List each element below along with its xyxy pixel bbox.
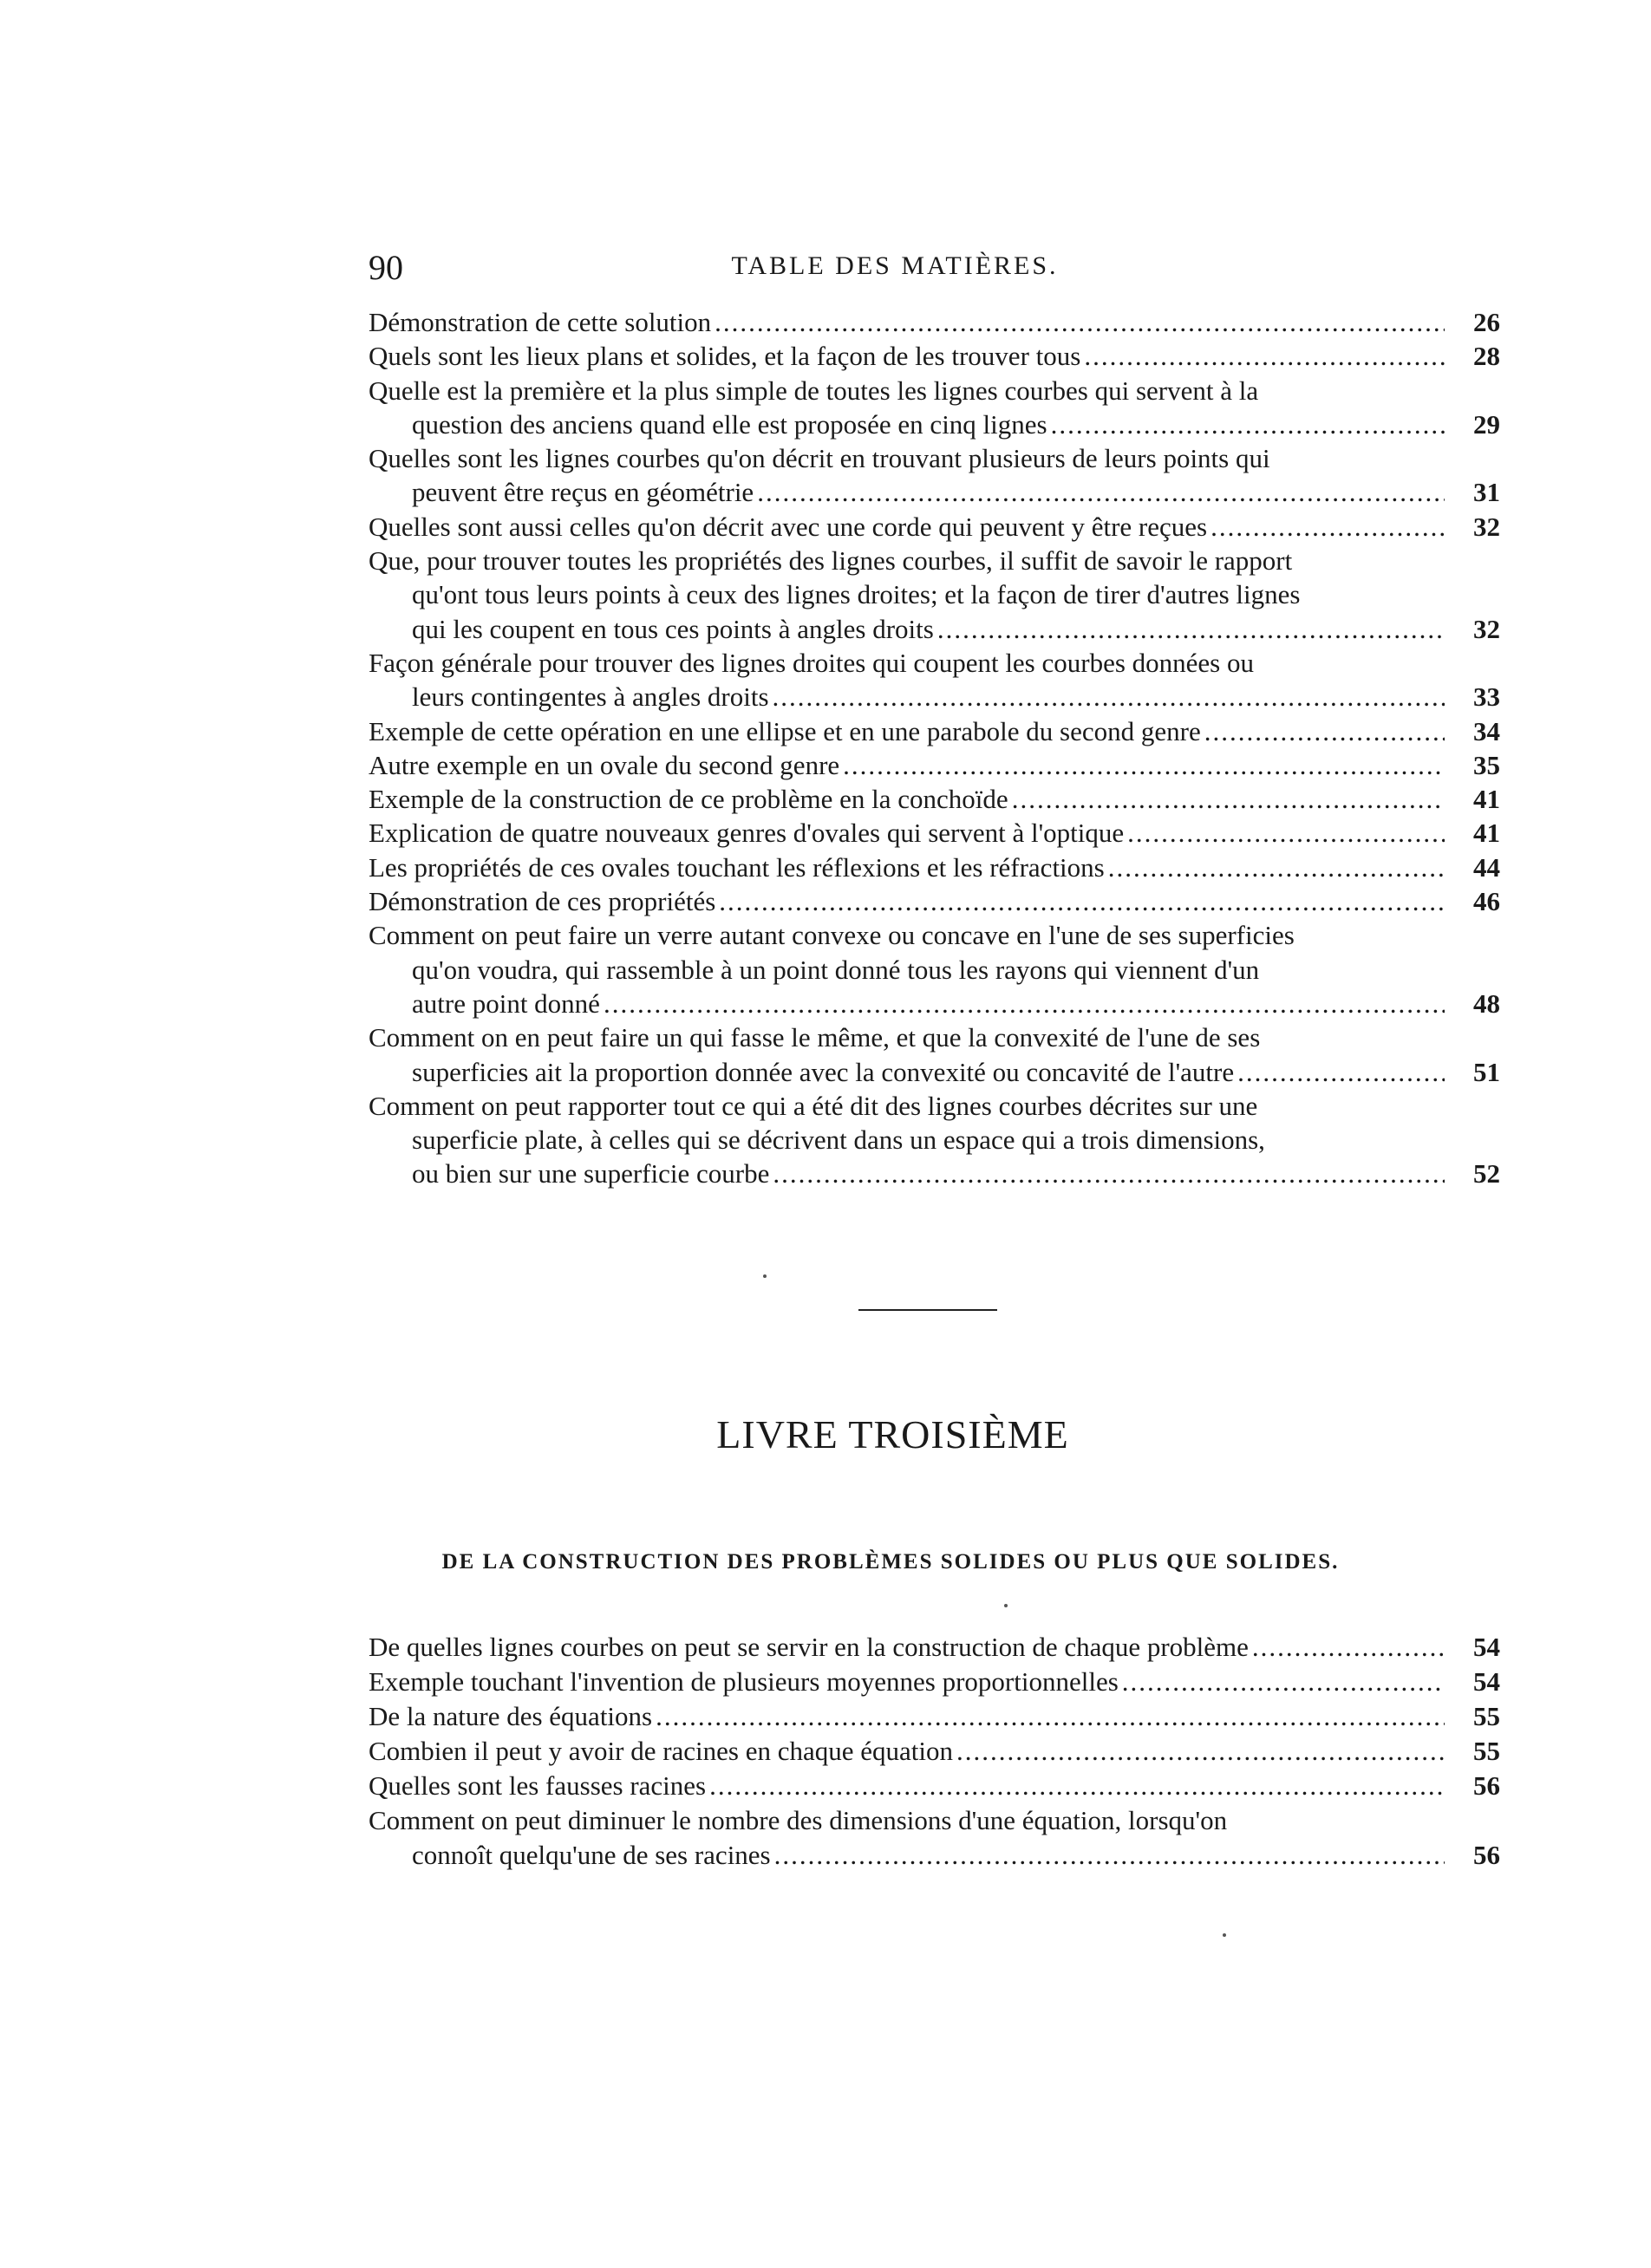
toc-entry-text: Exemple de cette opération en une ellipse et en une parabole du second genre (369, 715, 1201, 746)
toc-entry (369, 646, 1500, 714)
dot-leader (1108, 850, 1445, 884)
toc-entry-line (369, 1630, 1500, 1665)
toc-entry (369, 374, 1500, 442)
toc-entry-text: Comment on peut rapporter tout ce qui a été dit des lignes courbes décrites sur une (369, 1090, 1258, 1121)
dot-leader (715, 305, 1445, 339)
toc-entry (369, 544, 1500, 646)
toc-page-number: 41 (1473, 784, 1500, 815)
toc-entry-line (369, 510, 1500, 544)
toc-entry-line (369, 1734, 1500, 1769)
dot-leader (843, 748, 1445, 782)
toc-page-number: 51 (1473, 1056, 1500, 1087)
toc-entry-line (369, 953, 1500, 987)
toc-page-number: 55 (1473, 1736, 1500, 1766)
toc-entry-line (369, 680, 1500, 714)
toc-entry-text: Démonstration de ces propriétés (369, 886, 716, 917)
ink-speck (1004, 1604, 1008, 1607)
toc-section-1 (369, 305, 1500, 1191)
toc-entry (369, 1734, 1500, 1769)
toc-entry (369, 1803, 1500, 1873)
dot-leader (1084, 339, 1445, 373)
toc-entry (369, 1665, 1500, 1699)
toc-entry-text: question des anciens quand elle est proposée en cinq lignes (412, 408, 1047, 440)
toc-entry (369, 714, 1500, 748)
toc-entry-line (369, 407, 1500, 441)
dot-leader (656, 1699, 1445, 1734)
dot-leader (1012, 782, 1445, 816)
toc-entry-line (369, 1665, 1500, 1699)
toc-entry (369, 1089, 1500, 1191)
toc-entry-line (369, 1838, 1500, 1873)
toc-entry-line (369, 714, 1500, 748)
toc-entry-text: Comment on peut diminuer le nombre des dimensions d'une équation, lorsqu'on (369, 1805, 1228, 1835)
toc-entry-line (369, 305, 1500, 339)
toc-entry-line (369, 1803, 1500, 1838)
toc-entry-text: ou bien sur une superficie courbe (412, 1158, 770, 1189)
toc-entry-line (369, 782, 1500, 816)
book-title: LIVRE TROISIÈME (716, 1412, 1069, 1457)
dot-leader (773, 1157, 1445, 1190)
toc-entry-text: Exemple touchant l'invention de plusieurs moyennes proportionnelles (369, 1666, 1119, 1697)
toc-entry (369, 1020, 1500, 1089)
toc-entry-line (369, 816, 1500, 850)
toc-entry-line (369, 612, 1500, 646)
toc-entry-line (369, 544, 1500, 577)
toc-entry-text: Quelle est la première et la plus simple de toutes les lignes courbes qui servent à la (369, 375, 1259, 406)
ink-speck (763, 1274, 767, 1278)
toc-entry-text: Autre exemple en un ovale du second genre (369, 749, 840, 780)
toc-entry-text: qu'on voudra, qui rassemble à un point donné tous les rayons qui viennent d'un (412, 954, 1260, 985)
toc-entry-line (369, 475, 1500, 509)
toc-page-number: 55 (1473, 1701, 1500, 1731)
toc-entry (369, 441, 1500, 510)
toc-entry-text: Quelles sont les fausses racines (369, 1770, 707, 1801)
toc-entry-text: qui les coupent en tous ces points à angles droits (412, 613, 934, 644)
toc-entry-text: Quelles sont aussi celles qu'on décrit avec une corde qui peuvent y être reçues (369, 511, 1208, 542)
toc-entry-line (369, 1699, 1500, 1734)
toc-entry-line (369, 918, 1500, 952)
toc-page-number: 54 (1473, 1666, 1500, 1697)
toc-entry-text: qu'ont tous leurs points à ceux des lignes droites; et la façon de tirer d'autres lignes (412, 579, 1301, 610)
dot-leader (1211, 510, 1445, 544)
toc-entry-text: Que, pour trouver toutes les propriétés des lignes courbes, il suffit de savoir le rapport (369, 545, 1293, 577)
toc-page-number: 35 (1473, 749, 1500, 780)
toc-entry-line (369, 1769, 1500, 1803)
toc-entry-text: connoît quelqu'une de ses racines (412, 1840, 771, 1870)
dot-leader (1051, 407, 1445, 441)
toc-page-number: 56 (1473, 1770, 1500, 1801)
toc-entry (369, 782, 1500, 816)
toc-page-number: 41 (1473, 818, 1500, 849)
toc-entry-text: Les propriétés de ces ovales touchant les réflexions et les réfractions (369, 851, 1105, 883)
toc-entry-line (369, 577, 1500, 611)
toc-page-number: 34 (1473, 715, 1500, 746)
toc-entry (369, 748, 1500, 782)
toc-entry-text: autre point donné (412, 987, 600, 1019)
toc-page-number: 46 (1473, 886, 1500, 917)
toc-entry-line (369, 646, 1500, 680)
toc-entry-text: Quelles sont les lignes courbes qu'on décrit en trouvant plusieurs de leurs points qui (369, 443, 1270, 474)
toc-entry-text: Façon générale pour trouver des lignes droites qui coupent les courbes données ou (369, 647, 1254, 678)
toc-page-number: 56 (1473, 1840, 1500, 1870)
toc-entry (369, 1630, 1500, 1665)
toc-page-number: 48 (1473, 987, 1500, 1019)
toc-page-number: 28 (1473, 341, 1500, 372)
toc-page-number: 52 (1473, 1158, 1500, 1189)
toc-entry-text: superficie plate, à celles qui se décrivent dans un espace qui a trois dimensions, (412, 1124, 1265, 1156)
dot-leader (604, 987, 1445, 1020)
toc-entry-text: Exemple de la construction de ce problème en la conchoïde (369, 784, 1008, 815)
dot-leader (937, 612, 1445, 646)
toc-entry-line (369, 884, 1500, 918)
toc-entry-line (369, 1020, 1500, 1054)
dot-leader (719, 884, 1445, 918)
toc-entry-line (369, 1157, 1500, 1190)
dot-leader (774, 1838, 1445, 1873)
toc-entry (369, 339, 1500, 373)
toc-entry-line (369, 1055, 1500, 1089)
toc-entry (369, 884, 1500, 918)
toc-entry (369, 816, 1500, 850)
toc-page-number: 29 (1473, 408, 1500, 440)
toc-entry-text: Comment on en peut faire un qui fasse le même, et que la convexité de l'une de ses (369, 1022, 1261, 1053)
toc-entry (369, 918, 1500, 1020)
toc-section-2 (369, 1630, 1500, 1873)
toc-entry (369, 305, 1500, 339)
toc-entry-line (369, 374, 1500, 407)
toc-entry (369, 850, 1500, 884)
toc-entry-text: Démonstration de cette solution (369, 307, 712, 337)
dot-leader (757, 475, 1445, 509)
dot-leader (956, 1734, 1445, 1769)
toc-entry-text: superficies ait la proportion donnée avec la convexité ou concavité de l'autre (412, 1056, 1235, 1087)
toc-entry-line (369, 339, 1500, 373)
toc-entry-line (369, 441, 1500, 475)
toc-entry-text: De la nature des équations (369, 1701, 653, 1731)
dot-leader (1237, 1055, 1445, 1089)
dot-leader (709, 1769, 1445, 1803)
page-number: 90 (369, 248, 403, 287)
toc-entry-text: Combien il peut y avoir de racines en chaque équation (369, 1736, 954, 1766)
toc-entry-text: De quelles lignes courbes on peut se servir en la construction de chaque problème (369, 1632, 1249, 1662)
dot-leader (1252, 1630, 1445, 1665)
toc-entry-text: peuvent être reçus en géométrie (412, 477, 754, 508)
toc-entry-line (369, 987, 1500, 1020)
dot-leader (1127, 816, 1445, 850)
toc-entry-text: Explication de quatre nouveaux genres d'ovales qui servent à l'optique (369, 818, 1125, 849)
book-subtitle: DE LA CONSTRUCTION DES PROBLÈMES SOLIDES OU PLUS QUE SOLIDES. (441, 1550, 1340, 1574)
toc-entry-line (369, 1089, 1500, 1123)
section-divider-rule (858, 1309, 997, 1311)
toc-entry-line (369, 1123, 1500, 1157)
toc-entry-text: Comment on peut faire un verre autant convexe ou concave en l'une de ses superficies (369, 920, 1295, 951)
toc-page-number: 32 (1473, 511, 1500, 542)
toc-page-number: 44 (1473, 851, 1500, 883)
toc-entry-line (369, 850, 1500, 884)
ink-speck (1223, 1933, 1226, 1937)
toc-entry-text: leurs contingentes à angles droits (412, 681, 769, 713)
dot-leader (1122, 1665, 1445, 1699)
toc-entry-text: Quels sont les lieux plans et solides, et la façon de les trouver tous (369, 341, 1081, 372)
toc-entry-line (369, 748, 1500, 782)
toc-page-number: 33 (1473, 681, 1500, 713)
toc-page-number: 54 (1473, 1632, 1500, 1662)
toc-page-number: 31 (1473, 477, 1500, 508)
dot-leader (1204, 714, 1445, 748)
toc-page-number: 26 (1473, 307, 1500, 337)
running-title: TABLE DES MATIÈRES. (731, 251, 1059, 280)
toc-entry (369, 510, 1500, 544)
toc-entry (369, 1769, 1500, 1803)
toc-entry (369, 1699, 1500, 1734)
dot-leader (773, 680, 1445, 714)
toc-page-number: 32 (1473, 613, 1500, 644)
